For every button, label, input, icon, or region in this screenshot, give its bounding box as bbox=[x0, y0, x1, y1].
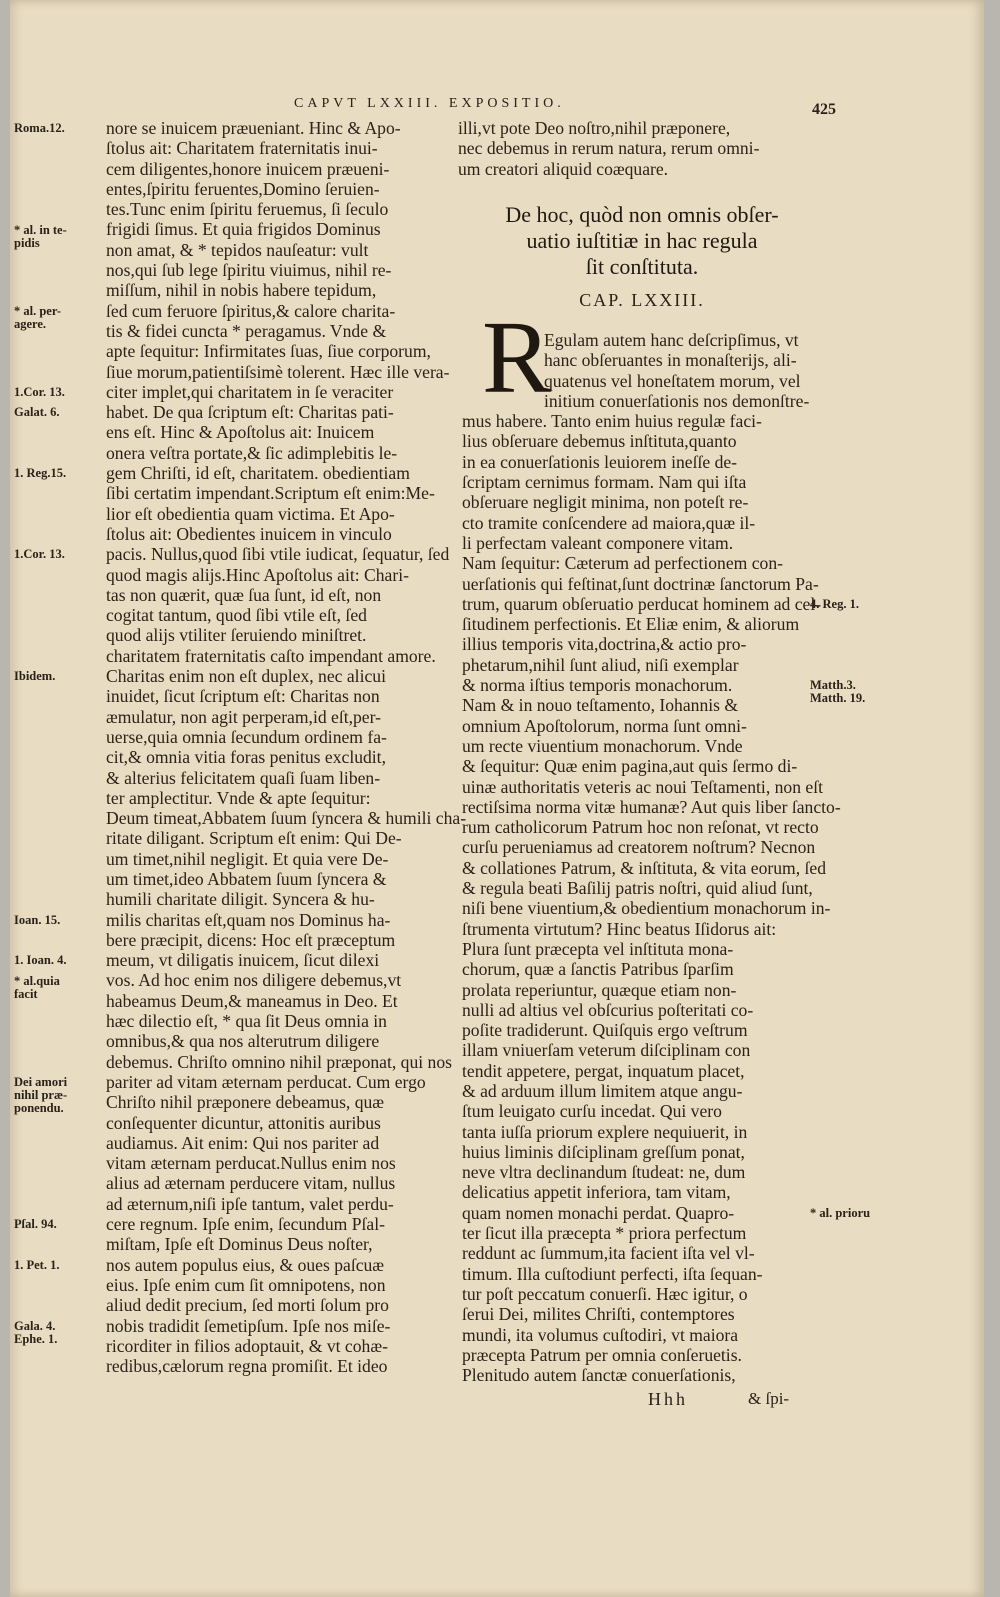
text-line: ricorditer in filios adoptauit, & vt cohæ- bbox=[106, 1335, 388, 1356]
margin-note: Pſal. 94. bbox=[14, 1217, 57, 1232]
text-line: rum catholicorum Patrum hoc non reſonat, vt recto bbox=[462, 817, 819, 838]
text-line: lius obſeruare debemus inſtituta,quanto bbox=[462, 431, 737, 452]
text-line: ens eſt. Hinc & Apoſtolus ait: Inuicem bbox=[106, 422, 375, 443]
text-line: charitatem fraternitatis caſto impendant amore. bbox=[106, 645, 436, 666]
text-line: ſiue morum,patientiſsimè tolerent. Hæc ille vera- bbox=[106, 361, 450, 382]
text-line: humili charitate diligit. Syncera & hu- bbox=[106, 889, 375, 910]
text-line: tanta iuſſa priorum explere nequiuerit, in bbox=[462, 1121, 748, 1142]
text-line: ſtum leuigato curſu incedat. Qui vero bbox=[462, 1101, 722, 1122]
running-head: CAPVT LXXIII. EXPOSITIO. bbox=[294, 96, 565, 111]
text-line: rectiſsima norma vitæ humanæ? Aut quis liber ſancto- bbox=[462, 796, 841, 817]
text-line: Plenitudo autem ſanctæ conuerſationis, bbox=[462, 1365, 736, 1386]
text-line: & alterius felicitatem quaſi ſuam liben- bbox=[106, 767, 381, 788]
text-line: citer implet,qui charitatem in ſe veraciter bbox=[106, 381, 394, 402]
text-line: chorum, quæ a ſanctis Patribus ſparſim bbox=[462, 959, 734, 980]
margin-note: 1.Cor. 13. bbox=[14, 547, 65, 562]
text-line: meum, vt diligatis inuicem, ſicut dilexi bbox=[106, 950, 380, 971]
text-line: bere præcipit, dicens: Hoc eſt præceptum bbox=[106, 929, 396, 950]
margin-note: * al. prioru bbox=[810, 1205, 871, 1220]
text-line: uerse,quia omnia ſecundum ordinem fa- bbox=[106, 726, 387, 747]
text-line: lior eſt obedientia quam victima. Et Apo- bbox=[106, 503, 395, 524]
text-line: aliud dedit precium, ſed morti ſolum pro bbox=[106, 1295, 389, 1316]
text-line: milis charitas eſt,quam nos Dominus ha- bbox=[106, 909, 391, 930]
chapter-heading bbox=[462, 202, 822, 280]
text-line: cem diligentes,honore inuicem præueni- bbox=[106, 158, 390, 179]
text-line: ſibi certatim impendant.Scriptum eſt enim:Me- bbox=[106, 483, 435, 504]
text-line: omnibus,& qua nos alterutrum diligere bbox=[106, 1031, 380, 1052]
text-line: nobis tradidit ſemetipſum. Ipſe nos miſe- bbox=[106, 1315, 391, 1336]
text-line: obſeruare negligit minima, non poteſt re- bbox=[462, 492, 749, 513]
text-line: neve vltra declinandum ſtudeat: ne, dum bbox=[462, 1162, 746, 1183]
text-line: prolata reperiuntur, quæque etiam non- bbox=[462, 979, 737, 1000]
text-line: ad æternum,niſi ipſe tantum, valet perdu- bbox=[106, 1193, 394, 1214]
text-line: phetarum,nihil ſunt aliud, niſi exemplar bbox=[462, 654, 739, 675]
text-line: Nam ſequitur: Cæterum ad perfectionem con- bbox=[462, 553, 783, 574]
margin-note: Roma.12. bbox=[14, 121, 65, 135]
text-line: mus habere. Tanto enim huius regulæ faci- bbox=[462, 411, 762, 432]
text-line: mundi, ita volumus cuſtodiri, vt maiora bbox=[462, 1324, 739, 1345]
margin-note: Gala. 4. Ephe. 1. bbox=[14, 1318, 58, 1346]
text-line: Chriſto nihil præponere debeamus, quæ bbox=[106, 1092, 385, 1113]
text-line: illi,vt pote Deo noſtro,nihil præponere, bbox=[458, 118, 731, 138]
text-line: redibus,cælorum regna promiſit. Et ideo bbox=[106, 1356, 388, 1377]
text-line: ter amplectitur. Vnde & apte ſequitur: bbox=[106, 787, 371, 808]
text-line: ſitudinem perfectionis. Et Eliæ enim, & aliorum bbox=[462, 614, 800, 635]
chapter-label: CAP. LXXIII. bbox=[579, 290, 705, 310]
signature-mark: Hhh bbox=[648, 1389, 688, 1409]
text-line: delicatius appetit inferiora, tam vitam, bbox=[462, 1182, 731, 1203]
heading-line: uatio iuſtitiæ in hac regula bbox=[526, 228, 758, 253]
text-line: uinæ authoritatis veteris ac noui Teſtamenti, non eſt bbox=[462, 776, 823, 797]
text-line: cogitat tantum, quod ſibi vtile eſt, ſed bbox=[106, 605, 367, 626]
text-line: onera veſtra portate,& ſic adimplebitis le- bbox=[106, 442, 398, 463]
text-line: um creatori aliquid coæquare. bbox=[458, 158, 669, 179]
text-line: hæc dilectio eſt, * qua ſit Deus omnia in bbox=[106, 1011, 387, 1032]
catchword: & ſpi- bbox=[748, 1389, 790, 1408]
text-line: omnium Apoſtolorum, norma ſunt omni- bbox=[462, 715, 747, 736]
text-line: alius ad æternam perducere vitam, nullus bbox=[106, 1173, 396, 1194]
text-line: nec debemus in rerum natura, rerum omni- bbox=[458, 138, 760, 159]
text-line: um timet,ideo Abbatem ſuum ſyncera & bbox=[106, 868, 387, 889]
text-line: debemus. Chriſto omnino nihil præponat, qui nos bbox=[106, 1051, 452, 1072]
text-line: ſtolus ait: Obedientes inuicem in vinculo bbox=[106, 523, 392, 544]
text-line: uerſationis qui feſtinat,ſunt doctrinæ ſanctorum Pa- bbox=[462, 573, 819, 594]
text-line: curſu perueniamus ad creatorem noſtrum? Necnon bbox=[462, 837, 816, 858]
text-line: cere regnum. Ipſe enim, ſecundum Pſal- bbox=[106, 1214, 385, 1235]
text-line: huius liminis diſciplinam greſſum ponat, bbox=[462, 1141, 745, 1162]
text-line: vos. Ad hoc enim nos diligere debemus,vt bbox=[106, 970, 402, 991]
text-line: gem Chriſti, id eſt, charitatem. obedientiam bbox=[106, 463, 410, 484]
text-line: ſtolus ait: Charitatem fraternitatis inui- bbox=[106, 138, 378, 159]
text-line: apte ſequitur: Infirmitates ſuas, ſiue corporum, bbox=[106, 341, 431, 362]
text-line: Nam & in nouo teſtamento, Iohannis & bbox=[462, 695, 739, 716]
text-line: & ad arduum illum limitem atque angu- bbox=[462, 1080, 743, 1101]
text-line: Plura ſunt præcepta vel inſtituta mona- bbox=[462, 938, 734, 959]
text-line: quod alijs vtiliter ſeruiendo miniſtret. bbox=[106, 625, 367, 646]
text-line: quatenus vel honeſtatem morum, vel bbox=[544, 370, 801, 391]
text-line: quod magis alijs.Hinc Apoſtolus ait: Chari- bbox=[106, 564, 409, 585]
text-line: præcepta Patrum per omnia conſeruetis. bbox=[462, 1344, 742, 1365]
text-line: habet. De qua ſcriptum eſt: Charitas pati- bbox=[106, 402, 394, 423]
text-line: tes.Tunc enim ſpiritu feruemus, ſi ſeculo bbox=[106, 199, 389, 220]
text-line: poſite tradiderunt. Quiſquis ergo veſtrum bbox=[462, 1020, 748, 1041]
text-line: initium conuerſationis nos demonſtre- bbox=[544, 390, 810, 411]
left-column bbox=[106, 118, 467, 1377]
text-line: inuidet, ſicut ſcriptum eſt: Charitas non bbox=[106, 686, 380, 707]
margin-note: * al. per- agere. bbox=[14, 303, 62, 331]
text-line: æmulatur, non agit perperam,id eſt,per- bbox=[106, 706, 381, 727]
text-line: nos autem populus eius, & oues paſcuæ bbox=[106, 1254, 385, 1275]
text-line: vitam æternam perducat.Nullus enim nos bbox=[106, 1153, 396, 1174]
margin-note: 4. Reg. 1. bbox=[810, 596, 859, 611]
text-line: & regula beati Baſilij patris noſtri, quid aliud ſunt, bbox=[462, 878, 813, 899]
text-line: trum, quarum obſeruatio perducat hominem ad cel- bbox=[462, 593, 822, 614]
heading-line: ſit conſtituta. bbox=[585, 254, 699, 279]
text-line: cit,& omnia vitia foras penitus excludit, bbox=[106, 747, 386, 768]
text-line: frigidi ſimus. Et quia frigidos Dominus bbox=[106, 219, 381, 240]
text-line: li perfectam valeant componere vitam. bbox=[462, 532, 734, 553]
text-line: entes,ſpiritu feruentes,Domino ſeruien- bbox=[106, 178, 380, 199]
margin-note: 1.Cor. 13. bbox=[14, 384, 65, 399]
text-line: ter ſicut illa præcepta * priora perfectum bbox=[462, 1223, 747, 1244]
text-line: tis & fidei cuncta * peragamus. Vnde & bbox=[106, 320, 387, 341]
text-line: illam vniuerſam veterum diſciplinam con bbox=[462, 1040, 751, 1061]
text-line: Deum timeat,Abbatem ſuum ſyncera & humili cha- bbox=[106, 808, 467, 829]
text-line: pacis. Nullus,quod ſibi vtile iudicat, ſequatur, ſed bbox=[106, 544, 450, 565]
text-line: ſerui Dei, milites Chriſti, contemptores bbox=[462, 1304, 735, 1325]
margin-note: Ibidem. bbox=[14, 669, 56, 684]
margin-note: * al. in te- pidis bbox=[14, 222, 67, 250]
text-line: ſed cum feruore ſpiritus,& calore charita- bbox=[106, 300, 396, 321]
text-line: non amat, & * tepidos nauſeatur: vult bbox=[106, 239, 369, 260]
text-line: niſi bene viuentium,& obedientium monachorum in- bbox=[462, 898, 831, 919]
text-line: illius temporis vita,doctrina,& actio pro- bbox=[462, 634, 747, 655]
text-line: & ſequitur: Quæ enim pagina,aut quis ſermo di- bbox=[462, 756, 798, 777]
text-line: nulli ad altius vel obſcurius poſteritati co- bbox=[462, 999, 754, 1020]
text-line: tas non quærit, quæ ſua ſunt, id eſt, non bbox=[106, 584, 382, 605]
text-line: ſtrumenta virtutum? Hinc beatus Iſidorus ait: bbox=[462, 918, 777, 939]
text-line: um recte viuentium monachorum. Vnde bbox=[462, 735, 743, 756]
margin-note: Dei amori nihil præ- ponendu. bbox=[14, 1075, 68, 1116]
text-line: ſcriptam cernimus formam. Nam qui iſta bbox=[462, 472, 747, 493]
text-line: audiamus. Ait enim: Qui nos pariter ad bbox=[106, 1132, 380, 1153]
text-line: nos,qui ſub lege ſpiritu viuimus, nihil re- bbox=[106, 260, 392, 281]
margin-note: 1. Pet. 1. bbox=[14, 1257, 60, 1272]
text-line: pariter ad vitam æternam perducat. Cum ergo bbox=[106, 1071, 426, 1092]
margin-note: Ioan. 15. bbox=[14, 912, 61, 927]
text-line: ritate diligant. Scriptum eſt enim: Qui De- bbox=[106, 828, 402, 849]
text-line: tendit appetere, pergat, inquatum placet, bbox=[462, 1060, 745, 1081]
right-column-top bbox=[458, 118, 810, 179]
text-line: Charitas enim non eſt duplex, nec alicui bbox=[106, 666, 386, 687]
text-line: um timet,nihil negligit. Et quia vere De- bbox=[106, 848, 389, 869]
text-line: Egulam autem hanc deſcripſimus, vt bbox=[544, 330, 799, 350]
text-line: eius. Ipſe enim cum ſit omnipotens, non bbox=[106, 1274, 386, 1295]
text-line: & norma iſtius temporis monachorum. bbox=[462, 675, 733, 696]
text-line: hanc obſeruantes in monaſterijs, ali- bbox=[544, 350, 797, 371]
text-line: habeamus Deum,& maneamus in Deo. Et bbox=[106, 990, 398, 1011]
margin-note: 1. Reg.15. bbox=[14, 466, 67, 481]
text-line: miſtam, Ipſe eſt Dominus Deus noſter, bbox=[106, 1234, 373, 1255]
margin-note: Matth.3. Matth. 19. bbox=[810, 678, 866, 706]
heading-line: De hoc, quòd non omnis obſer- bbox=[505, 202, 779, 227]
page-number: 425 bbox=[812, 101, 836, 118]
text-line: nore se inuicem præueniant. Hinc & Apo- bbox=[106, 118, 401, 138]
text-line: quam nomen monachi perdat. Quapro- bbox=[462, 1202, 735, 1223]
drop-cap: R bbox=[482, 300, 552, 415]
text-line: reddunt ac ſummum,ita facient iſta vel vl- bbox=[462, 1243, 755, 1264]
text-line: conſequenter dicuntur, attonitis auribus bbox=[106, 1112, 381, 1133]
text-line: cto tramite conſcendere ad maiora,quæ il- bbox=[462, 512, 756, 533]
text-line: miſſum, nihil in nobis habere tepidum, bbox=[106, 280, 377, 301]
margin-note: * al.quia facit bbox=[14, 973, 60, 1001]
margin-note: 1. Ioan. 4. bbox=[14, 953, 67, 968]
text-line: tur poſt peccatum conuerſi. Hæc igitur, o bbox=[462, 1283, 748, 1304]
text-line: & collationes Patrum, & inſtituta, & vita eorum, ſed bbox=[462, 857, 827, 878]
text-line: timum. Illa cuſtodiunt perfecti, iſta ſequan- bbox=[462, 1263, 763, 1284]
text-line: in ea conuerſationis leuiorem ineſſe de- bbox=[462, 451, 738, 472]
book-page bbox=[10, 0, 984, 1597]
margin-note: Galat. 6. bbox=[14, 405, 60, 420]
